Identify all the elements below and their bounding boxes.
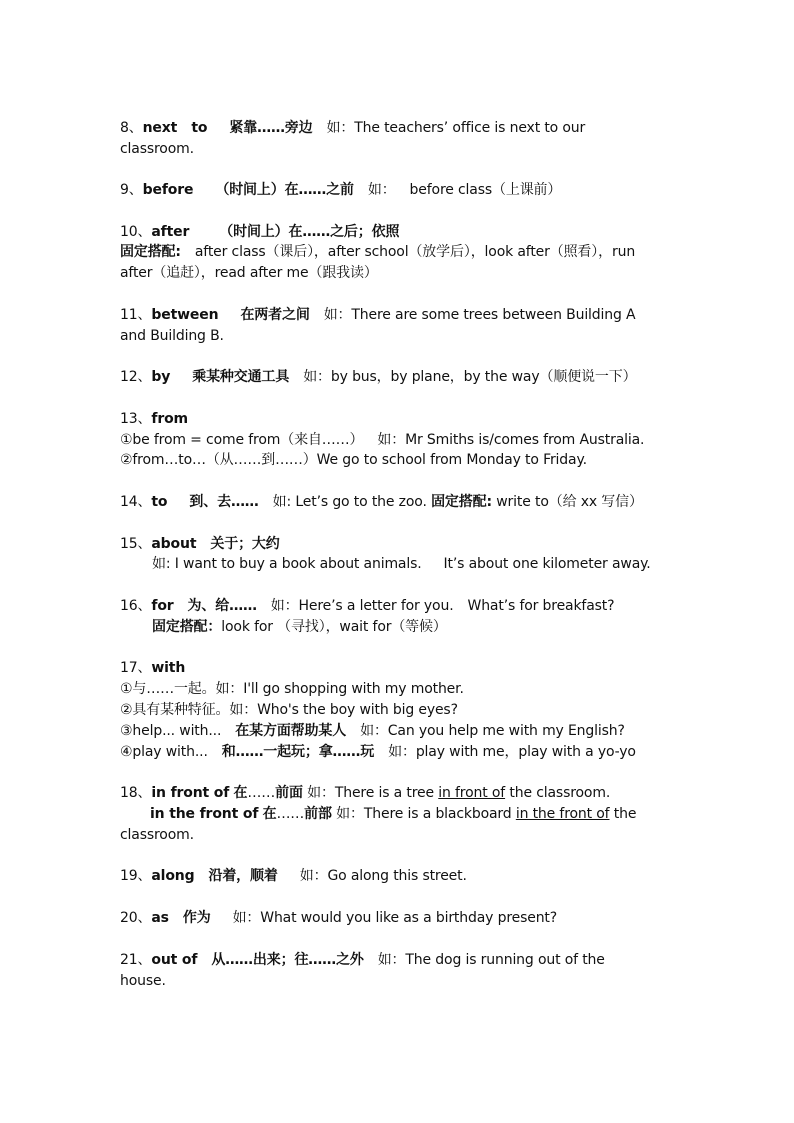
fixed-collocation-label: 固定搭配: (120, 244, 181, 260)
meaning: 从……出来；往……之外 (211, 952, 364, 968)
usage-text: ②具有某种特征。 (120, 702, 230, 718)
example-label: 如： (388, 744, 416, 760)
entry-15-line-2 (152, 554, 676, 574)
entry-16-line-1 (120, 596, 676, 616)
meaning: 关于；大约 (210, 536, 280, 552)
usage-text: ①be from = come from（来自……） (120, 432, 364, 448)
example-text-end: the classroom. (505, 785, 611, 801)
underlined-phrase: in front of (438, 785, 506, 801)
preposition: in the front of (150, 806, 259, 822)
usage-text: ①与……一起。 (120, 681, 216, 697)
example-text: play with me，play with a yo-yo (415, 744, 636, 760)
entry-21-line-1 (120, 950, 676, 970)
example-text: There is a blackboard (363, 806, 516, 822)
meaning: 在 (233, 785, 248, 801)
entry-number: 13、 (120, 411, 152, 427)
entry-8-line-2: classroom. (120, 141, 194, 157)
meaning: 到、去…… (189, 494, 259, 510)
example-text: There are some trees between Building A (351, 307, 636, 323)
entry-13-line-1 (120, 409, 676, 429)
meaning: 作为 (182, 910, 211, 926)
preposition: with (151, 660, 186, 676)
entry-10-line-3: after（追赶），read after me（跟我读） (120, 265, 378, 281)
preposition: next to (142, 120, 208, 136)
preposition: along (151, 868, 195, 884)
meaning: 和……一起玩；拿……玩 (221, 744, 375, 760)
meaning: 为、给…… (187, 598, 257, 614)
example-label: 如: (272, 494, 292, 510)
fixed-collocation-text: look for （寻找），wait for（等候） (221, 619, 447, 635)
entry-number: 19、 (120, 868, 152, 884)
preposition: by (151, 369, 171, 385)
preposition: between (151, 307, 219, 323)
meaning: （时间上）在……之前 (215, 182, 354, 198)
fixed-collocation-label: 固定搭配: (431, 494, 492, 510)
preposition: from (151, 411, 188, 427)
example-text: There is a tree (334, 785, 439, 801)
example-label: 如： (367, 182, 396, 198)
example-text: Can you help me with my English? (387, 723, 625, 739)
meaning: （时间上）在……之后；依照 (219, 224, 400, 240)
meaning: 沿着，顺着 (208, 868, 278, 884)
example-text: Go along this street. (327, 868, 467, 884)
example-label: 如： (299, 868, 328, 884)
entry-8-line-1 (120, 118, 676, 138)
example-text: by bus，by plane，by the way（顺便说一下） (330, 369, 637, 385)
entry-number: 14、 (120, 494, 152, 510)
meaning-2: 前部 (304, 806, 332, 822)
example-text: What would you like as a birthday present? (260, 910, 558, 926)
example-text: I want to buy a book about animals. (174, 556, 422, 572)
entry-15-line-1 (120, 534, 676, 554)
entry-19-line-1 (120, 866, 676, 886)
fixed-collocation-label: 固定搭配： (152, 619, 222, 635)
meaning: 在两者之间 (240, 307, 310, 323)
preposition: about (151, 536, 197, 552)
entry-number: 16、 (120, 598, 152, 614)
entry-12-line-1 (120, 367, 676, 387)
entry-20-line-1 (120, 908, 676, 928)
entry-17-line-5 (120, 742, 676, 762)
meaning: 在 (262, 806, 277, 822)
example-label: 如： (307, 785, 335, 801)
entry-number: 9、 (120, 182, 143, 198)
example-label: 如： (377, 952, 406, 968)
entry-number: 20、 (120, 910, 152, 926)
entry-18-line-1 (120, 783, 676, 803)
entry-number: 10、 (120, 224, 152, 240)
usage-text: ④play with... (120, 744, 208, 760)
preposition: to (151, 494, 168, 510)
entry-18-line-2 (150, 804, 676, 824)
entry-16-line-2 (152, 617, 676, 637)
example-text: The dog is running out of the (405, 952, 605, 968)
entry-13-line-2 (120, 430, 676, 450)
entry-13-line-3: ②from…to…（从……到……）We go to school from Monday to Friday. (120, 452, 587, 468)
entry-number: 11、 (120, 307, 152, 323)
entry-number: 21、 (120, 952, 152, 968)
fixed-collocation-text: write to（给 xx 写信） (496, 494, 643, 510)
example-label: 如： (215, 681, 244, 697)
fixed-collocation-text: after class（课后），after school（放学后），look after（照看），run (194, 244, 636, 260)
preposition: in front of (151, 785, 230, 801)
entry-17-line-4 (120, 721, 676, 741)
entry-18-line-3: classroom. (120, 827, 194, 843)
entry-11-line-1 (120, 305, 676, 325)
preposition: before (142, 182, 194, 198)
entry-17-line-1 (120, 658, 676, 678)
example-text-2: It’s about one kilometer away. (443, 556, 651, 572)
preposition: as (151, 910, 169, 926)
entry-10-line-2 (120, 242, 676, 262)
meaning-2: 前面 (275, 785, 303, 801)
example-label: 如： (360, 723, 388, 739)
example-label: 如： (303, 369, 331, 385)
meaning-ellipsis: …… (247, 785, 276, 801)
entry-number: 17、 (120, 660, 152, 676)
preposition: out of (151, 952, 198, 968)
entry-number: 8、 (120, 120, 143, 136)
entry-number: 18、 (120, 785, 152, 801)
example-label: 如： (232, 910, 261, 926)
example-text: I'll go shopping with my mother. (243, 681, 464, 697)
preposition: after (151, 224, 190, 240)
entry-10-line-1 (120, 222, 676, 242)
entry-number: 12、 (120, 369, 152, 385)
example-label: 如： (336, 806, 364, 822)
entry-17-line-2 (120, 679, 676, 699)
example-text-2: What’s for breakfast? (467, 598, 615, 614)
meaning: 在某方面帮助某人 (235, 723, 347, 739)
entry-21-line-2: house. (120, 973, 166, 989)
example-label: 如： (326, 120, 355, 136)
meaning: 紧靠……旁边 (229, 120, 313, 136)
example-text: Mr Smiths is/comes from Australia. (405, 432, 645, 448)
example-label: 如： (323, 307, 352, 323)
example-text: Here’s a letter for you. (298, 598, 454, 614)
meaning-ellipsis: …… (276, 806, 305, 822)
example-label: 如： (270, 598, 299, 614)
example-label: 如： (229, 702, 258, 718)
underlined-phrase: in the front of (515, 806, 610, 822)
entry-11-line-2: and Building B. (120, 328, 224, 344)
entry-14-line-1 (120, 492, 676, 512)
entry-number: 15、 (120, 536, 152, 552)
example-text: before class（上课前） (409, 182, 562, 198)
example-text-end: the (609, 806, 637, 822)
entry-17-line-3 (120, 700, 676, 720)
usage-text: ③help... with... (120, 723, 222, 739)
meaning: 乘某种交通工具 (192, 369, 290, 385)
example-label: 如： (377, 432, 406, 448)
example-text: Let’s go to the zoo. (295, 494, 427, 510)
example-text: Who's the boy with big eyes? (257, 702, 458, 718)
example-text: The teachers’ office is next to our (354, 120, 586, 136)
example-label: 如: (152, 556, 171, 572)
preposition: for (151, 598, 174, 614)
entry-9-line-1 (120, 180, 676, 200)
